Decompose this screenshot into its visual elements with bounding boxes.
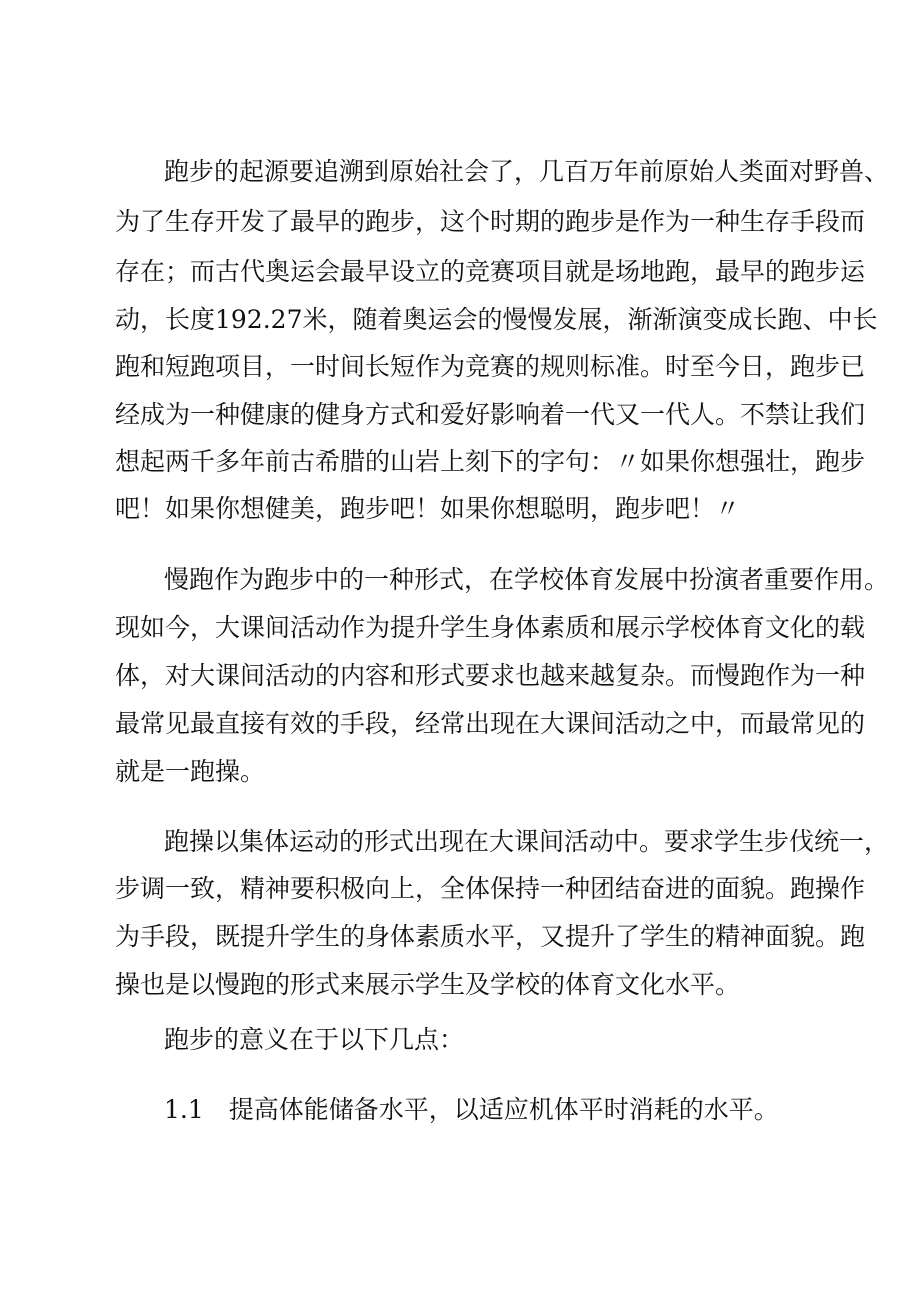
text-line: 最常见最直接有效的手段，经常出现在大课间活动之中，而最常见的 xyxy=(115,709,866,738)
text-line: 1.1 提高体能储备水平，以适应机体平时消耗的水平。 xyxy=(164,1095,779,1124)
text-line: 想起两千多年前古希腊的山岩上刻下的字句：〃如果你想强壮，跑步 xyxy=(115,447,866,476)
text-line: 就是一跑操。 xyxy=(115,757,266,786)
text-line: 吧！如果你想健美，跑步吧！如果你想聪明，跑步吧！〃 xyxy=(115,494,741,523)
text-line: 跑操以集体运动的形式出现在大课间活动中。要求学生步伐统一， xyxy=(164,827,890,856)
text-line: 为手段，既提升学生的身体素质水平，又提升了学生的精神面貌。跑 xyxy=(115,922,866,951)
text-line: 体，对大课间活动的内容和形式要求也越来越复杂。而慢跑作为一种 xyxy=(115,661,866,690)
text-line: 经成为一种健康的健身方式和爱好影响着一代又一代人。不禁让我们 xyxy=(115,400,866,429)
text-line: 动，长度192.27米，随着奥运会的慢慢发展，渐渐演变成长跑、中长 xyxy=(115,305,878,334)
text-line: 跑步的起源要追溯到原始社会了，几百万年前原始人类面对野兽、 xyxy=(164,157,890,186)
text-line: 慢跑作为跑步中的一种形式，在学校体育发展中扮演者重要作用。 xyxy=(164,565,890,594)
text-line: 跑步的意义在于以下几点： xyxy=(164,1025,465,1054)
text-line: 存在；而古代奥运会最早设立的竞赛项目就是场地跑，最早的跑步运 xyxy=(115,257,866,286)
text-line: 操也是以慢跑的形式来展示学生及学校的体育文化水平。 xyxy=(115,970,741,999)
text-line: 跑和短跑项目，一时间长短作为竞赛的规则标准。时至今日，跑步已 xyxy=(115,352,866,381)
text-line: 为了生存开发了最早的跑步，这个时期的跑步是作为一种生存手段而 xyxy=(115,207,866,236)
text-line: 现如今，大课间活动作为提升学生身体素质和展示学校体育文化的载 xyxy=(115,613,866,642)
text-line: 步调一致，精神要积极向上，全体保持一种团结奋进的面貌。跑操作 xyxy=(115,874,866,903)
